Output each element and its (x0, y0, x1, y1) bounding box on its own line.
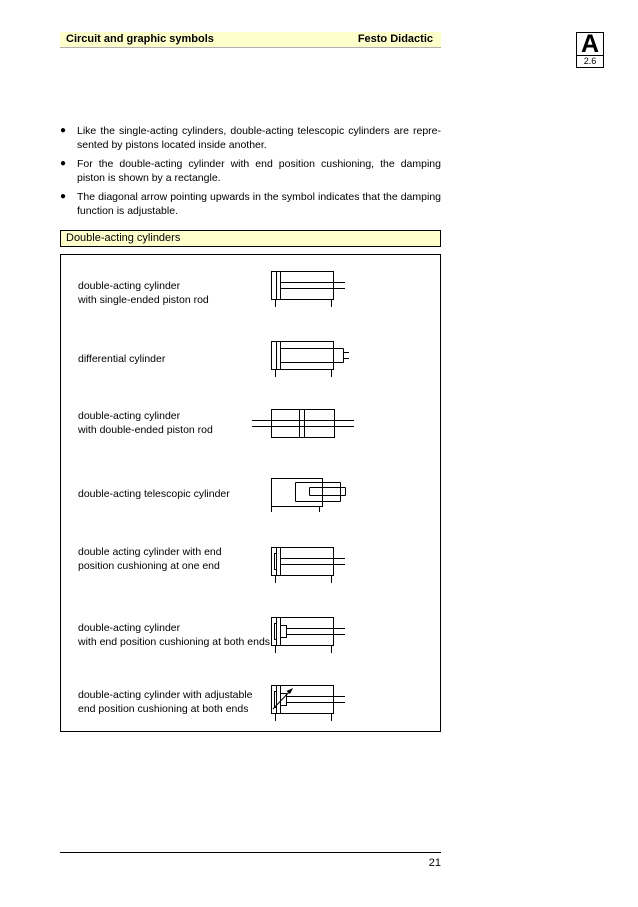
chapter-marker (576, 32, 604, 68)
publisher-name: Festo Didactic (357, 33, 433, 45)
chapter-letter: A (580, 30, 600, 58)
header-title: Circuit and graphic symbols (66, 33, 214, 45)
footer-rule (60, 852, 441, 853)
row-label: double-acting cylinder with adjustable end position cushioning at both ends (78, 689, 253, 715)
page-number: 21 (428, 857, 441, 869)
row-label: double-acting cylinder with single-ended piston rod (78, 280, 209, 306)
bullet-icon: ● (60, 158, 67, 169)
chapter-number: 2.6 (577, 55, 603, 67)
list-item: ● Like the single-acting cylinders, double-acting telescopic cylinders are represented by pistons located inside another. (60, 125, 441, 151)
cushioned-one-end-cylinder-icon (265, 544, 355, 588)
differential-cylinder-icon (265, 338, 355, 382)
adjustable-cushioning-cylinder-icon (265, 682, 355, 726)
section-caption: Double-acting cylinders (60, 230, 441, 247)
row-label: double-acting cylinder with double-ended piston rod (78, 410, 213, 436)
bullet-icon: ● (60, 125, 67, 136)
list-item: ● The diagonal arrow pointing upwards in the symbol indicates that the damping function is adjustable. (60, 191, 441, 217)
header-bar (60, 32, 441, 48)
row-label: double acting cylinder with end position cushioning at one end (78, 546, 222, 572)
cushioned-both-ends-cylinder-icon (265, 614, 355, 658)
row-label: double-acting telescopic cylinder (78, 488, 230, 500)
telescopic-cylinder-icon (265, 474, 355, 518)
row-label: double-acting cylinder with end position cushioning at both ends (78, 622, 271, 648)
double-acting-cylinder-icon (265, 268, 355, 312)
row-label: differential cylinder (78, 353, 166, 365)
bullet-icon: ● (60, 191, 67, 202)
list-item: ● For the double-acting cylinder with end position cushioning, the damping piston is shown by a rectangle. (60, 158, 441, 184)
double-rod-cylinder-icon (250, 406, 360, 442)
bullet-list (60, 124, 441, 223)
